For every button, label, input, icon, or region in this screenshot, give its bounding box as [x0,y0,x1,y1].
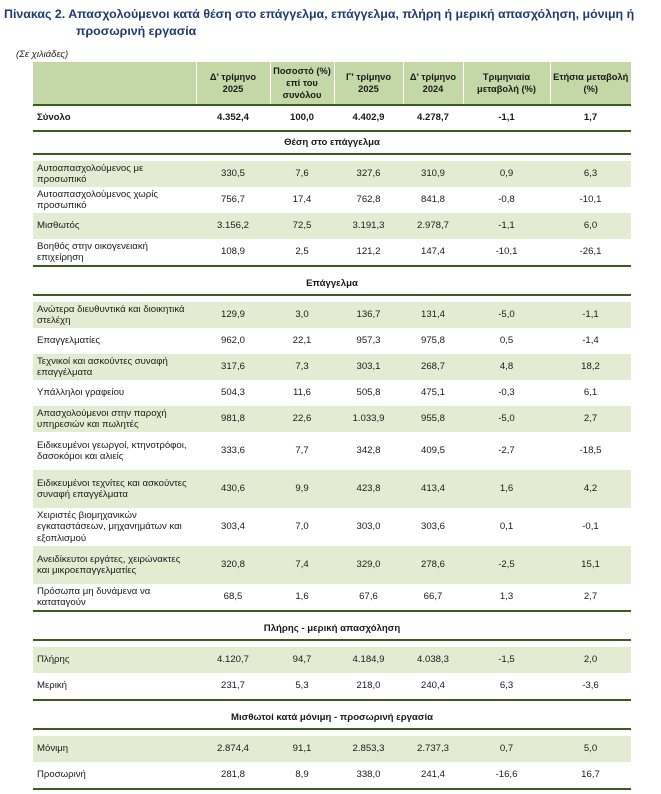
row-label: Ανώτερα διευθυντικά και διοικητικά στελέχη [33,302,196,328]
row-value: 423,8 [334,470,403,508]
row-value: 94,7 [270,647,334,673]
row-value: -0,3 [498,387,515,399]
row-value: 6,3 [550,161,631,187]
row-value: 4.402,9 [334,105,403,131]
spacer-row [33,640,631,647]
row-value: 1,7 [550,105,631,131]
row-value: 413,4 [403,470,463,508]
table-row [33,187,631,213]
row-value: -1,5 [463,647,550,673]
row-value: 2.874,4 [196,736,270,762]
table-row [33,406,631,432]
row-label: Χειριστές βιομηχανικών εγκαταστάσεων, μηχανημάτων και εξοπλισμού [37,509,182,544]
row-value: 303,0 [356,521,381,533]
row-value: -3,6 [550,673,631,700]
row-value: -26,1 [550,239,631,266]
row-value: 317,6 [196,354,270,380]
row-label: Επαγγελματίες [37,335,100,347]
unit-note: (Σε χιλιάδες) [16,49,69,60]
table-row [33,432,631,470]
section-title: Μισθωτοί κατά μόνιμη - προσωρινή εργασία [33,707,631,729]
table-row [33,328,631,354]
row-value: 303,6 [420,521,445,533]
row-value: 9,9 [270,470,334,508]
row-value: 6,0 [550,213,631,239]
table-row [33,673,631,700]
row-value: 310,9 [403,161,463,187]
row-value: 327,6 [334,161,403,187]
row-value: 268,7 [403,354,463,380]
table-row [33,736,631,762]
row-value: 0,1 [499,521,514,533]
row-label: Βοηθός στην οικογενειακή επιχείρηση [33,239,196,266]
row-value: 2.978,7 [403,213,463,239]
row-value: 3.156,2 [196,213,270,239]
table-row [33,302,631,328]
row-value: -0,1 [582,521,599,533]
row-value: 338,0 [334,762,403,789]
row-value: 231,7 [196,673,270,700]
row-value: -16,6 [463,762,550,789]
spacer-row [33,266,631,273]
header-cell-q4-2024: Δ' τρίμηνο 2024 [403,62,463,105]
row-value: 4,2 [550,470,631,508]
row-value: 241,4 [403,762,463,789]
header-cell-annual-change: Ετήσια μεταβολή (%) [550,62,631,105]
table-row [33,470,631,508]
row-value: 91,1 [270,736,334,762]
row-value: 67,6 [334,584,403,611]
row-value: 7,3 [270,354,334,380]
row-value: 4.352,4 [196,105,270,131]
row-label: Απασχολούμενοι στην παροχή υπηρεσιών και πωλητές [33,406,196,432]
row-value: 430,6 [196,470,270,508]
row-value: 7,0 [295,521,309,533]
table-row [33,647,631,673]
row-value: 4,8 [463,354,550,380]
header-cell-label [33,62,196,105]
row-value: 218,0 [334,673,403,700]
row-value: 121,2 [334,239,403,266]
spacer-cell [33,611,631,618]
row-label: Μισθωτός [33,213,196,239]
row-value: 975,8 [420,335,445,347]
row-value: 330,5 [196,161,270,187]
row-value: 8,9 [270,762,334,789]
spacer-row [33,295,631,302]
spacer-cell [33,154,631,161]
row-value: 955,8 [403,406,463,432]
section-header-row [33,273,631,295]
row-value: 281,8 [196,762,270,789]
row-value: 2,7 [550,584,631,611]
row-value: 147,4 [403,239,463,266]
row-value: 409,5 [420,445,445,457]
spacer-cell [33,295,631,302]
row-value: 475,1 [420,387,445,399]
header-cell-share: Ποσοστό (%) επί του συνόλου [270,62,334,105]
row-value: 320,8 [196,546,270,584]
header-cell-q4-2025: Δ' τρίμηνο 2025 [196,62,270,105]
section-header-row [33,618,631,640]
row-value: -1,1 [550,302,631,328]
row-value: 11,6 [293,387,311,399]
table-row [33,546,631,584]
row-value: 303,4 [220,521,245,533]
row-value: 841,8 [420,194,445,206]
row-value: 505,8 [356,387,381,399]
row-value: 6,3 [463,673,550,700]
row-value: 17,4 [292,194,312,206]
row-value: 0,7 [463,736,550,762]
row-value: -1,1 [463,105,550,131]
row-value: -2,7 [498,445,515,457]
row-label: Ειδικευμένοι γεωργοί, κτηνοτρόφοι, δασοκόμοι και αλιείς [37,439,187,462]
table-row [33,584,631,611]
row-value: 1,6 [463,470,550,508]
row-label: Αυτοαπασχολούμενος με προσωπικό [33,161,196,187]
row-value: 0,5 [499,335,514,347]
row-value: 129,9 [196,302,270,328]
row-value: 72,5 [270,213,334,239]
table-title-line-2: προσωρινή εργασία [76,24,197,38]
spacer-row [33,700,631,707]
section-title: Πλήρης - μερική απασχόληση [33,618,631,640]
row-value: 1,6 [270,584,334,611]
row-value: 240,4 [403,673,463,700]
row-value: 136,7 [334,302,403,328]
row-value: 131,4 [403,302,463,328]
section-title: Επάγγελμα [33,273,631,295]
row-value: 4.038,3 [403,647,463,673]
row-value: 22,6 [270,406,334,432]
row-value: 2,7 [550,406,631,432]
row-label: Αυτοαπασχολούμενος χωρίς προσωπικό [37,188,159,211]
row-value: 957,3 [356,335,381,347]
row-value: -0,8 [498,194,515,206]
row-value: 100,0 [270,105,334,131]
row-value: 762,8 [356,194,381,206]
employment-table [33,62,631,790]
row-value: 5,0 [550,736,631,762]
section-header-row [33,131,631,154]
row-value: 2.737,3 [403,736,463,762]
row-value: 68,5 [196,584,270,611]
row-value: 278,6 [403,546,463,584]
section-header-row [33,707,631,729]
row-value: 66,7 [403,584,463,611]
row-value: 342,8 [356,445,381,457]
row-label: Πλήρης [33,647,196,673]
row-label: Μόνιμη [33,736,196,762]
spacer-cell [33,266,631,273]
table-title [4,6,654,40]
row-value: 3,0 [270,302,334,328]
row-value: 4.278,7 [403,105,463,131]
table-row [33,380,631,406]
row-value: 303,1 [334,354,403,380]
table-row [33,508,631,546]
row-label: Προσωρινή [33,762,196,789]
row-value: 5,3 [270,673,334,700]
row-value: 108,9 [196,239,270,266]
row-value: -2,5 [463,546,550,584]
row-value: 756,7 [220,194,245,206]
row-value: 3.191,3 [334,213,403,239]
row-value: 504,3 [220,387,245,399]
table-row [33,239,631,266]
row-value: 6,1 [583,387,598,399]
row-value: 1,3 [463,584,550,611]
header-cell-quarterly-change: Τριμηνιαία μεταβολή (%) [463,62,550,105]
table-title-line-1: Πίνακας 2. Απασχολούμενοι κατά θέση στο επάγγελμα, επάγγελμα, πλήρη ή μερική απασχόληση, μόνιμη ή [4,7,635,21]
row-label: Μερική [33,673,196,700]
row-value: 981,8 [196,406,270,432]
row-value: 2.853,3 [334,736,403,762]
row-value: 15,1 [550,546,631,584]
spacer-cell [33,729,631,736]
row-value: 4.120,7 [196,647,270,673]
spacer-row [33,611,631,618]
row-value: 16,7 [550,762,631,789]
spacer-cell [33,640,631,647]
row-value: 329,0 [334,546,403,584]
row-label: Ειδικευμένοι τεχνίτες και ασκούντες συναφή επαγγέλματα [33,470,196,508]
table-row [33,213,631,239]
row-value: 4.184,9 [334,647,403,673]
row-value: 962,0 [220,335,245,347]
row-label: Τεχνικοί και ασκούντες συναφή επαγγέλματα [33,354,196,380]
spacer-row [33,154,631,161]
table-row [33,161,631,187]
header-cell-q3-2025: Γ' τρίμηνο 2025 [334,62,403,105]
spacer-cell [33,700,631,707]
row-value: 0,9 [463,161,550,187]
row-value: 22,1 [292,335,312,347]
row-value: 7,6 [270,161,334,187]
row-label: Ανειδίκευτοι εργάτες, χειρώνακτες και μικροεπαγγελματίες [33,546,196,584]
row-value: -5,0 [463,406,550,432]
row-value: -1,4 [582,335,599,347]
table-row [33,762,631,789]
section-title: Θέση στο επάγγελμα [33,131,631,154]
row-value: 7,4 [270,546,334,584]
row-value: 18,2 [550,354,631,380]
row-value: -18,5 [579,445,602,457]
row-label: Σύνολο [33,105,196,131]
row-value: -5,0 [463,302,550,328]
table-row [33,354,631,380]
row-value: 2,0 [550,647,631,673]
row-value: 333,6 [220,445,245,457]
row-value: 2,5 [270,239,334,266]
row-value: -10,1 [579,194,602,206]
spacer-row [33,729,631,736]
row-value: 1.033,9 [334,406,403,432]
row-value: 7,7 [295,445,309,457]
row-value: -1,1 [463,213,550,239]
total-row [33,105,631,131]
row-value: -10,1 [463,239,550,266]
row-label: Πρόσωπα μη δυνάμενα να καταταγούν [33,584,196,611]
row-label: Υπάλληλοι γραφείου [37,387,125,399]
header-row [33,62,631,105]
